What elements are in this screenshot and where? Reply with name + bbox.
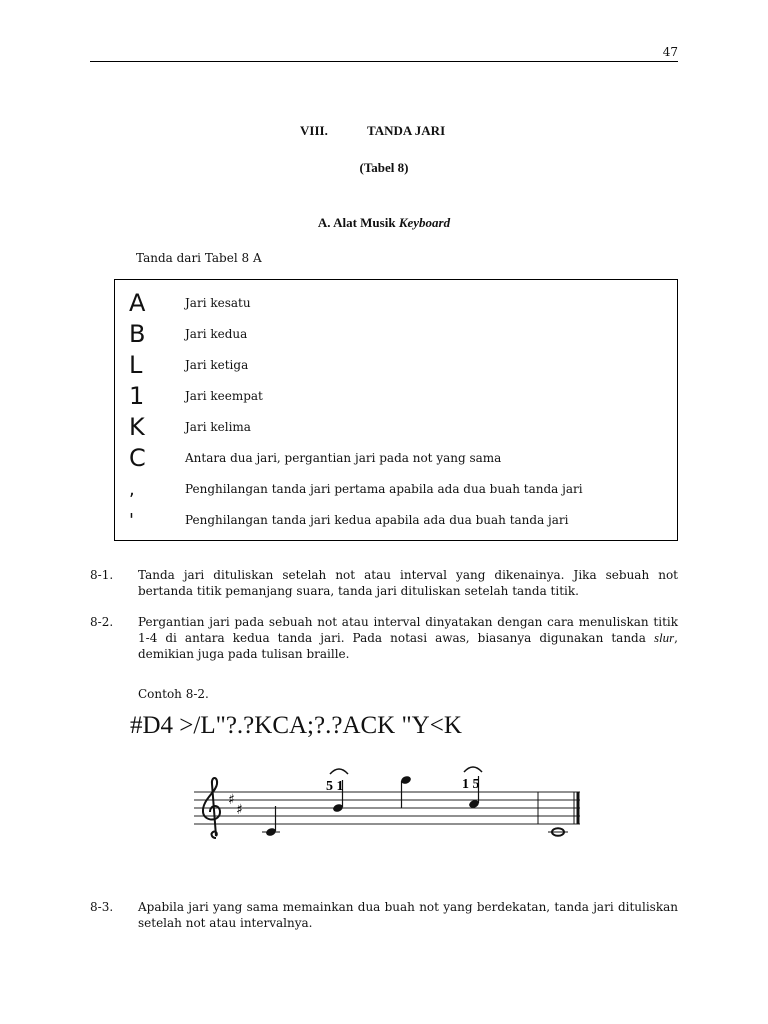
sign-row [115,443,677,474]
sharp-icon: ♯ [228,792,235,808]
slur-icon [330,769,348,774]
sign-description: Jari kedua [185,327,248,341]
chapter-name: TANDA JARI [367,123,446,138]
fingering-label: 1 5 [462,777,480,792]
sign-row [115,474,677,505]
sign-symbol: K [129,413,145,441]
sign-row [115,505,677,536]
sign-symbol: B [129,320,146,348]
sign-symbol: 1 [129,382,145,410]
sign-symbol: A [129,289,146,317]
sign-symbol: ' [129,510,134,531]
music-staff-example [190,756,582,840]
rule-text: Apabila jari yang sama memainkan dua buah not yang berdekatan, tanda jari dituliskan setelah not atau intervalnya. [138,900,678,930]
rule-text-part: , demikian juga pada tulisan braille. [138,631,678,661]
section-heading-text: A. Alat Musik [317,215,399,230]
braille-notation: #D4 >/L"?.?KCA;?.?ACK "Y<K [130,712,462,739]
rule-number: 8-1. [90,568,114,582]
rule-text: Tanda jari dituliskan setelah not atau interval yang dikenainya. Jika sebuah not bertanda titik pemanjang suara, tanda jari dituliskan setelah tanda titik. [138,568,678,598]
table-caption: Tanda dari Tabel 8 A [136,251,262,265]
sign-row [115,288,677,319]
fingering-sign-table [114,279,678,541]
sign-row [115,381,677,412]
sign-description: Jari keempat [185,389,263,403]
sign-symbol: L [129,351,143,379]
header-rule [90,61,678,62]
sign-description: Jari kesatu [185,296,251,310]
sign-description: Penghilangan tanda jari kedua apabila ada dua buah tanda jari [185,513,569,527]
sign-symbol: C [129,444,146,472]
slur-icon [464,767,482,772]
sign-symbol: , [129,479,135,500]
sign-description: Antara dua jari, pergantian jari pada not yang sama [185,451,502,465]
fingering-label: 5 1 [326,779,344,794]
staff-lines [194,792,580,824]
sign-row [115,350,677,381]
section-heading-italic: Keyboard [398,215,451,230]
rule-text [138,614,678,662]
sign-description: Jari ketiga [185,358,249,372]
sign-row [115,319,677,350]
example-label: Contoh 8-2. [138,687,209,701]
table-reference: (Tabel 8) [359,160,409,175]
page-number: 47 [662,45,678,59]
rule-number: 8-3. [90,900,114,914]
chapter-number: VIII. [300,123,328,138]
sign-description: Penghilangan tanda jari pertama apabila ada dua buah tanda jari [185,482,583,496]
rule-number: 8-2. [90,615,114,629]
section-heading [0,215,768,231]
rule-text-part: Pergantian jari pada sebuah not atau interval dinyatakan dengan cara menuliskan titik 1-4 di antara kedua tanda jari. Pada notasi awas, biasanya digunakan tanda [138,615,678,645]
rule-text-italic: slur [653,630,675,645]
sharp-icon: ♯ [236,802,243,818]
sign-row [115,412,677,443]
sign-description: Jari kelima [185,420,251,434]
